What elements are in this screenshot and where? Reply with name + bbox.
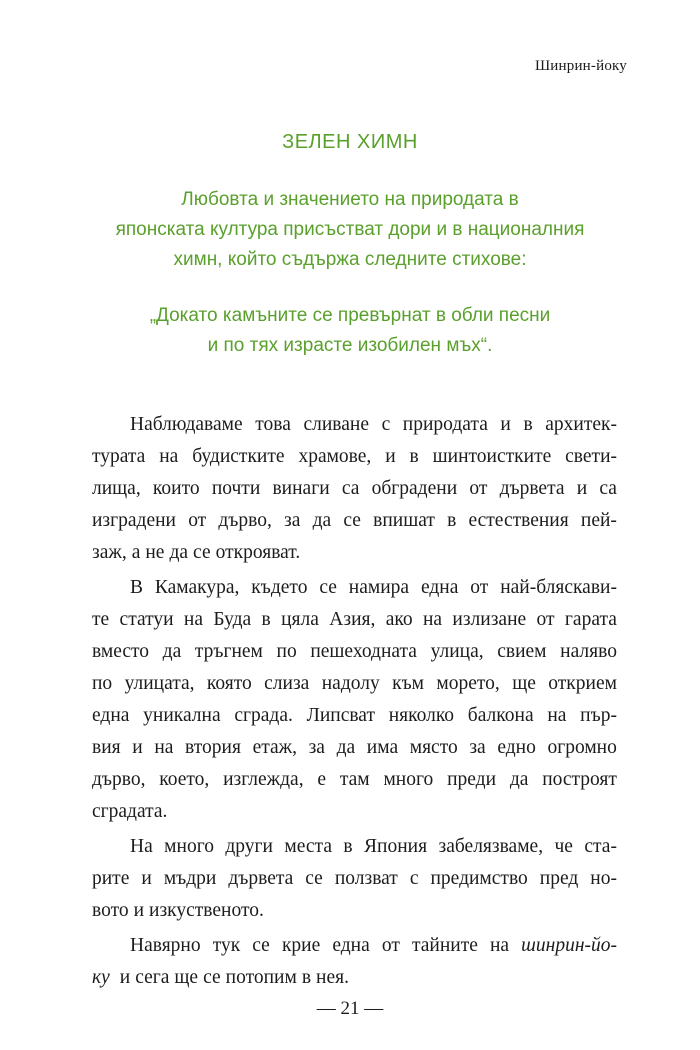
word: открояват. (215, 542, 301, 563)
word: винаги (272, 478, 330, 499)
word: и (133, 900, 145, 921)
word: ползват (334, 868, 398, 889)
word: сграда. (234, 705, 293, 726)
word: статуи (119, 609, 174, 630)
word: които (152, 478, 200, 499)
word: в (343, 836, 353, 857)
word: се (305, 868, 323, 889)
sidebar-intro-line: химн, който съдържа следните стихове: (173, 249, 527, 270)
word: а (131, 542, 141, 563)
body-line (92, 609, 617, 631)
word: където (251, 577, 308, 598)
word: ще (174, 967, 199, 988)
word: наляво (560, 641, 617, 662)
word: и (385, 446, 396, 467)
word: са (599, 478, 617, 499)
body-line (92, 542, 617, 564)
body-line (130, 577, 617, 599)
word: сградата. (92, 801, 168, 822)
word: на (422, 609, 443, 630)
word: шинрин-йо- (521, 935, 617, 956)
word: да (336, 737, 356, 758)
word: да (169, 542, 189, 563)
word: се (343, 510, 361, 531)
sidebar-quote-line: „Докато камъните се превърнат в обли песни (149, 305, 551, 326)
word: се (203, 967, 221, 988)
word: са (341, 478, 360, 499)
word: най-бляскави- (500, 577, 617, 598)
word: почти (211, 478, 261, 499)
word: ако (385, 609, 413, 630)
word: от (188, 510, 207, 531)
word: това (255, 414, 291, 435)
word: по (276, 641, 297, 662)
word: рите (92, 868, 130, 889)
sidebar-title: ЗЕЛЕН ХИМН (282, 131, 418, 153)
body-line (92, 673, 617, 695)
word: излизане (452, 609, 527, 630)
word: няколко (388, 705, 455, 726)
sidebar-intro-line: Любовта и значението на природата в (181, 189, 519, 210)
word: дърво, (218, 510, 272, 531)
word: място (409, 737, 458, 758)
word: мъдри (163, 868, 217, 889)
word: и (132, 737, 143, 758)
body-line (130, 414, 617, 436)
word: те (92, 609, 110, 630)
word: за (284, 510, 301, 531)
word: в (447, 510, 457, 531)
word: в (261, 609, 271, 630)
word: улица, (430, 641, 484, 662)
word: вместо (92, 641, 150, 662)
word: от (536, 609, 555, 630)
word: тайните (411, 935, 478, 956)
body-line (92, 478, 617, 500)
word: етаж, (252, 737, 297, 758)
word: от (381, 935, 400, 956)
word: една (420, 577, 459, 598)
word: свети- (565, 446, 617, 467)
word: гарата (564, 609, 617, 630)
word: на (547, 705, 567, 726)
word: че (554, 836, 573, 857)
word: изградени (92, 510, 176, 531)
word: уникална (143, 705, 221, 726)
word: но- (590, 868, 617, 889)
word: огромно (547, 737, 617, 758)
word: и (141, 868, 152, 889)
word: което, (159, 769, 210, 790)
word: да (509, 769, 529, 790)
word: пред (539, 868, 579, 889)
word: с (381, 414, 391, 435)
word: която (206, 673, 252, 694)
word: улицата, (124, 673, 195, 694)
word: от (469, 478, 488, 499)
word: пешеходната (310, 641, 417, 662)
body-line (92, 446, 617, 468)
word: да (312, 510, 332, 531)
body-line (92, 737, 617, 759)
word: изкуственото. (149, 900, 264, 921)
word: дърво, (92, 769, 146, 790)
word: към (392, 673, 425, 694)
word: в (301, 967, 312, 988)
word: вия (92, 737, 121, 758)
word: открием (548, 673, 617, 694)
body-line (92, 801, 617, 823)
word: на (489, 935, 510, 956)
word: построят (542, 769, 617, 790)
word: се (252, 935, 270, 956)
word: тръгнем (194, 641, 263, 662)
word: в (409, 446, 419, 467)
word: свием (497, 641, 547, 662)
body-line (92, 967, 617, 989)
word: цяла (281, 609, 319, 630)
word: едно (497, 737, 536, 758)
word: не (145, 542, 165, 563)
word: Липсват (306, 705, 375, 726)
word: изглежда, (223, 769, 304, 790)
word: да (162, 641, 182, 662)
word: природата (402, 414, 488, 435)
word: намира (348, 577, 410, 598)
word: там (339, 769, 370, 790)
word: една (92, 705, 130, 726)
word: крие (281, 935, 321, 956)
word: забелязваме, (438, 836, 544, 857)
word: втория (185, 737, 241, 758)
word: пър- (580, 705, 617, 726)
body-line (130, 935, 617, 957)
sidebar-quote-line: и по тях израсте изобилен мъх“. (207, 335, 493, 356)
word: сливане (303, 414, 369, 435)
word: слиза (264, 673, 310, 694)
word: много (164, 836, 214, 857)
word: нея. (316, 967, 349, 988)
word: от (470, 577, 489, 598)
word: естествения (468, 510, 569, 531)
word: пей- (580, 510, 617, 531)
word: тук (212, 935, 241, 956)
word: други (225, 836, 273, 857)
word: и (119, 967, 131, 988)
word: шинтоистките (432, 446, 552, 467)
body-line (92, 868, 617, 890)
word: Навярно (130, 935, 201, 956)
word: ще (512, 673, 536, 694)
word: и (500, 414, 511, 435)
word: Камакура, (154, 577, 240, 598)
word: дървета (499, 478, 565, 499)
word: на (159, 446, 179, 467)
word: Азия, (329, 609, 376, 630)
word: потопим (225, 967, 297, 988)
word: архитек- (545, 414, 617, 435)
running-header: Шинрин-йоку (534, 58, 627, 74)
word: за (308, 737, 325, 758)
word: е (317, 769, 327, 790)
word: надолу (321, 673, 380, 694)
word: и (576, 478, 588, 499)
word: дървета (228, 868, 294, 889)
word: вото (92, 900, 129, 921)
word: сега (135, 967, 170, 988)
word: се (319, 577, 337, 598)
word: за (469, 737, 486, 758)
word: морето, (436, 673, 500, 694)
body-line (92, 705, 617, 727)
word: много (383, 769, 434, 790)
word: преди (447, 769, 497, 790)
word: има (366, 737, 399, 758)
word: В (130, 577, 144, 598)
word: предимство (430, 868, 528, 889)
body-line (92, 641, 617, 663)
word: по (92, 673, 113, 694)
word: на (154, 737, 174, 758)
word: места (284, 836, 332, 857)
word: турата (92, 446, 146, 467)
body-line (92, 510, 617, 532)
body-line (130, 836, 617, 858)
word: една (332, 935, 370, 956)
word: Наблюдаваме (130, 414, 243, 435)
word: балкона (467, 705, 534, 726)
sidebar-intro-line: японската култура присъстват дори и в националния (115, 219, 585, 240)
word: лища, (92, 478, 141, 499)
word: заж, (92, 542, 127, 563)
word: с (409, 868, 419, 889)
word: се (193, 542, 211, 563)
word: ста- (584, 836, 617, 857)
word: храмове, (298, 446, 372, 467)
word: Буда (213, 609, 252, 630)
page-number: — 21 — (316, 998, 384, 1019)
word: обградени (371, 478, 458, 499)
word: Япония (364, 836, 428, 857)
word: на (183, 609, 204, 630)
word: На (130, 836, 153, 857)
word: будистките (192, 446, 285, 467)
word: в (523, 414, 533, 435)
body-line (92, 769, 617, 791)
body-line (92, 900, 617, 922)
word: ку (92, 967, 110, 988)
word: впишат (373, 510, 435, 531)
